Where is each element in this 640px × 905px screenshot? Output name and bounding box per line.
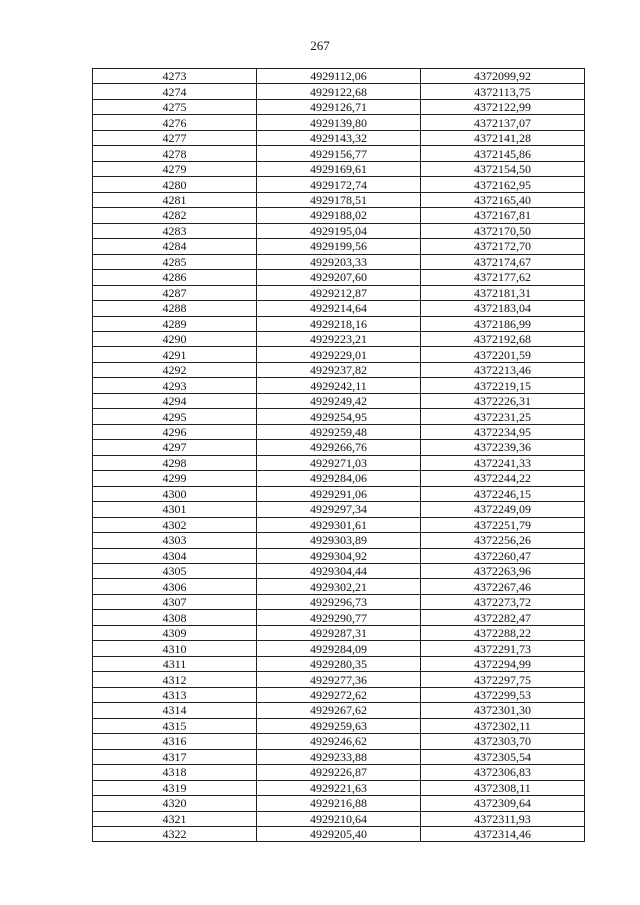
point-number-cell: 4286	[93, 270, 257, 285]
y-coordinate-cell: 4372177,62	[421, 270, 585, 285]
y-coordinate-cell: 4372165,40	[421, 192, 585, 207]
y-coordinate-cell: 4372213,46	[421, 362, 585, 377]
y-coordinate-cell: 4372282,47	[421, 610, 585, 625]
table-row	[93, 270, 585, 285]
y-coordinate-cell: 4372154,50	[421, 161, 585, 176]
y-coordinate-cell: 4372308,11	[421, 780, 585, 795]
x-coordinate-cell: 4929188,02	[257, 208, 421, 223]
table-row	[93, 579, 585, 594]
y-coordinate-cell: 4372201,59	[421, 347, 585, 362]
x-coordinate-cell: 4929291,06	[257, 486, 421, 501]
table-row	[93, 239, 585, 254]
y-coordinate-cell: 4372231,25	[421, 409, 585, 424]
x-coordinate-cell: 4929212,87	[257, 285, 421, 300]
point-number-cell: 4315	[93, 718, 257, 733]
point-number-cell: 4313	[93, 687, 257, 702]
y-coordinate-cell: 4372181,31	[421, 285, 585, 300]
point-number-cell: 4304	[93, 548, 257, 563]
point-number-cell: 4279	[93, 161, 257, 176]
table-row	[93, 826, 585, 841]
point-number-cell: 4289	[93, 316, 257, 331]
y-coordinate-cell: 4372303,70	[421, 734, 585, 749]
x-coordinate-cell: 4929304,92	[257, 548, 421, 563]
point-number-cell: 4301	[93, 502, 257, 517]
x-coordinate-cell: 4929218,16	[257, 316, 421, 331]
y-coordinate-cell: 4372297,75	[421, 672, 585, 687]
y-coordinate-cell: 4372145,86	[421, 146, 585, 161]
x-coordinate-cell: 4929172,74	[257, 177, 421, 192]
point-number-cell: 4294	[93, 393, 257, 408]
x-coordinate-cell: 4929233,88	[257, 749, 421, 764]
table-row	[93, 749, 585, 764]
x-coordinate-cell: 4929277,36	[257, 672, 421, 687]
x-coordinate-cell: 4929254,95	[257, 409, 421, 424]
table-row	[93, 796, 585, 811]
x-coordinate-cell: 4929280,35	[257, 656, 421, 671]
y-coordinate-cell: 4372263,96	[421, 564, 585, 579]
y-coordinate-cell: 4372273,72	[421, 594, 585, 609]
y-coordinate-cell: 4372174,67	[421, 254, 585, 269]
y-coordinate-cell: 4372122,99	[421, 99, 585, 114]
y-coordinate-cell: 4372288,22	[421, 625, 585, 640]
point-number-cell: 4311	[93, 656, 257, 671]
table-row	[93, 409, 585, 424]
point-number-cell: 4273	[93, 69, 257, 84]
y-coordinate-cell: 4372267,46	[421, 579, 585, 594]
table-row	[93, 316, 585, 331]
point-number-cell: 4303	[93, 533, 257, 548]
y-coordinate-cell: 4372186,99	[421, 316, 585, 331]
x-coordinate-cell: 4929246,62	[257, 734, 421, 749]
x-coordinate-cell: 4929143,32	[257, 130, 421, 145]
point-number-cell: 4278	[93, 146, 257, 161]
point-number-cell: 4302	[93, 517, 257, 532]
x-coordinate-cell: 4929223,21	[257, 331, 421, 346]
point-number-cell: 4292	[93, 362, 257, 377]
x-coordinate-cell: 4929271,03	[257, 455, 421, 470]
y-coordinate-cell: 4372099,92	[421, 69, 585, 84]
x-coordinate-cell: 4929259,63	[257, 718, 421, 733]
table-row	[93, 424, 585, 439]
point-number-cell: 4277	[93, 130, 257, 145]
x-coordinate-cell: 4929126,71	[257, 99, 421, 114]
table-row	[93, 610, 585, 625]
y-coordinate-cell: 4372244,22	[421, 471, 585, 486]
y-coordinate-cell: 4372170,50	[421, 223, 585, 238]
y-coordinate-cell: 4372239,36	[421, 440, 585, 455]
table-row	[93, 486, 585, 501]
y-coordinate-cell: 4372246,15	[421, 486, 585, 501]
table-row	[93, 455, 585, 470]
table-row	[93, 641, 585, 656]
point-number-cell: 4283	[93, 223, 257, 238]
x-coordinate-cell: 4929139,80	[257, 115, 421, 130]
y-coordinate-cell: 4372137,07	[421, 115, 585, 130]
x-coordinate-cell: 4929216,88	[257, 796, 421, 811]
x-coordinate-cell: 4929290,77	[257, 610, 421, 625]
x-coordinate-cell: 4929169,61	[257, 161, 421, 176]
x-coordinate-cell: 4929297,34	[257, 502, 421, 517]
point-number-cell: 4312	[93, 672, 257, 687]
y-coordinate-cell: 4372256,26	[421, 533, 585, 548]
y-coordinate-cell: 4372309,64	[421, 796, 585, 811]
page-number: 267	[310, 38, 330, 53]
table-row	[93, 177, 585, 192]
y-coordinate-cell: 4372241,33	[421, 455, 585, 470]
y-coordinate-cell: 4372305,54	[421, 749, 585, 764]
x-coordinate-cell: 4929203,33	[257, 254, 421, 269]
y-coordinate-cell: 4372162,95	[421, 177, 585, 192]
x-coordinate-cell: 4929302,21	[257, 579, 421, 594]
table-row	[93, 533, 585, 548]
x-coordinate-cell: 4929249,42	[257, 393, 421, 408]
y-coordinate-cell: 4372172,70	[421, 239, 585, 254]
y-coordinate-cell: 4372302,11	[421, 718, 585, 733]
point-number-cell: 4288	[93, 301, 257, 316]
x-coordinate-cell: 4929178,51	[257, 192, 421, 207]
y-coordinate-cell: 4372291,73	[421, 641, 585, 656]
x-coordinate-cell: 4929210,64	[257, 811, 421, 826]
coordinates-table-body	[93, 69, 585, 842]
point-number-cell: 4275	[93, 99, 257, 114]
point-number-cell: 4282	[93, 208, 257, 223]
table-row	[93, 285, 585, 300]
point-number-cell: 4306	[93, 579, 257, 594]
point-number-cell: 4300	[93, 486, 257, 501]
table-row	[93, 656, 585, 671]
y-coordinate-cell: 4372183,04	[421, 301, 585, 316]
table-row	[93, 130, 585, 145]
x-coordinate-cell: 4929226,87	[257, 765, 421, 780]
x-coordinate-cell: 4929214,64	[257, 301, 421, 316]
table-row	[93, 734, 585, 749]
y-coordinate-cell: 4372306,83	[421, 765, 585, 780]
x-coordinate-cell: 4929259,48	[257, 424, 421, 439]
y-coordinate-cell: 4372192,68	[421, 331, 585, 346]
table-row	[93, 625, 585, 640]
y-coordinate-cell: 4372301,30	[421, 703, 585, 718]
table-row	[93, 718, 585, 733]
point-number-cell: 4298	[93, 455, 257, 470]
x-coordinate-cell: 4929229,01	[257, 347, 421, 362]
point-number-cell: 4291	[93, 347, 257, 362]
point-number-cell: 4299	[93, 471, 257, 486]
coordinates-table	[92, 68, 585, 842]
table-row	[93, 703, 585, 718]
point-number-cell: 4274	[93, 84, 257, 99]
y-coordinate-cell: 4372299,53	[421, 687, 585, 702]
point-number-cell: 4295	[93, 409, 257, 424]
x-coordinate-cell: 4929287,31	[257, 625, 421, 640]
point-number-cell: 4307	[93, 594, 257, 609]
point-number-cell: 4290	[93, 331, 257, 346]
x-coordinate-cell: 4929267,62	[257, 703, 421, 718]
point-number-cell: 4281	[93, 192, 257, 207]
table-row	[93, 780, 585, 795]
table-row	[93, 161, 585, 176]
table-row	[93, 564, 585, 579]
table-row	[93, 502, 585, 517]
table-row	[93, 471, 585, 486]
table-row	[93, 548, 585, 563]
x-coordinate-cell: 4929205,40	[257, 826, 421, 841]
table-row	[93, 84, 585, 99]
x-coordinate-cell: 4929221,63	[257, 780, 421, 795]
point-number-cell: 4297	[93, 440, 257, 455]
table-row	[93, 517, 585, 532]
point-number-cell: 4319	[93, 780, 257, 795]
x-coordinate-cell: 4929284,06	[257, 471, 421, 486]
y-coordinate-cell: 4372311,93	[421, 811, 585, 826]
point-number-cell: 4284	[93, 239, 257, 254]
point-number-cell: 4276	[93, 115, 257, 130]
point-number-cell: 4285	[93, 254, 257, 269]
point-number-cell: 4321	[93, 811, 257, 826]
table-row	[93, 672, 585, 687]
y-coordinate-cell: 4372260,47	[421, 548, 585, 563]
x-coordinate-cell: 4929156,77	[257, 146, 421, 161]
x-coordinate-cell: 4929112,06	[257, 69, 421, 84]
point-number-cell: 4309	[93, 625, 257, 640]
x-coordinate-cell: 4929266,76	[257, 440, 421, 455]
table-row	[93, 440, 585, 455]
table-row	[93, 99, 585, 114]
point-number-cell: 4305	[93, 564, 257, 579]
table-row	[93, 254, 585, 269]
table-row	[93, 301, 585, 316]
point-number-cell: 4293	[93, 378, 257, 393]
y-coordinate-cell: 4372113,75	[421, 84, 585, 99]
table-row	[93, 223, 585, 238]
x-coordinate-cell: 4929122,68	[257, 84, 421, 99]
point-number-cell: 4318	[93, 765, 257, 780]
point-number-cell: 4314	[93, 703, 257, 718]
y-coordinate-cell: 4372294,99	[421, 656, 585, 671]
x-coordinate-cell: 4929199,56	[257, 239, 421, 254]
x-coordinate-cell: 4929272,62	[257, 687, 421, 702]
table-row	[93, 594, 585, 609]
x-coordinate-cell: 4929304,44	[257, 564, 421, 579]
x-coordinate-cell: 4929207,60	[257, 270, 421, 285]
table-row	[93, 208, 585, 223]
x-coordinate-cell: 4929237,82	[257, 362, 421, 377]
table-row	[93, 687, 585, 702]
table-row	[93, 811, 585, 826]
x-coordinate-cell: 4929195,04	[257, 223, 421, 238]
x-coordinate-cell: 4929301,61	[257, 517, 421, 532]
table-row	[93, 331, 585, 346]
table-row	[93, 69, 585, 84]
point-number-cell: 4317	[93, 749, 257, 764]
y-coordinate-cell: 4372167,81	[421, 208, 585, 223]
y-coordinate-cell: 4372141,28	[421, 130, 585, 145]
table-row	[93, 393, 585, 408]
table-row	[93, 115, 585, 130]
point-number-cell: 4287	[93, 285, 257, 300]
y-coordinate-cell: 4372314,46	[421, 826, 585, 841]
table-row	[93, 765, 585, 780]
x-coordinate-cell: 4929284,09	[257, 641, 421, 656]
point-number-cell: 4310	[93, 641, 257, 656]
table-row	[93, 347, 585, 362]
point-number-cell: 4316	[93, 734, 257, 749]
table-row	[93, 146, 585, 161]
x-coordinate-cell: 4929296,73	[257, 594, 421, 609]
point-number-cell: 4308	[93, 610, 257, 625]
y-coordinate-cell: 4372251,79	[421, 517, 585, 532]
table-row	[93, 362, 585, 377]
x-coordinate-cell: 4929303,89	[257, 533, 421, 548]
y-coordinate-cell: 4372234,95	[421, 424, 585, 439]
point-number-cell: 4320	[93, 796, 257, 811]
x-coordinate-cell: 4929242,11	[257, 378, 421, 393]
point-number-cell: 4322	[93, 826, 257, 841]
point-number-cell: 4280	[93, 177, 257, 192]
y-coordinate-cell: 4372226,31	[421, 393, 585, 408]
point-number-cell: 4296	[93, 424, 257, 439]
y-coordinate-cell: 4372219,15	[421, 378, 585, 393]
y-coordinate-cell: 4372249,09	[421, 502, 585, 517]
table-row	[93, 378, 585, 393]
table-row	[93, 192, 585, 207]
